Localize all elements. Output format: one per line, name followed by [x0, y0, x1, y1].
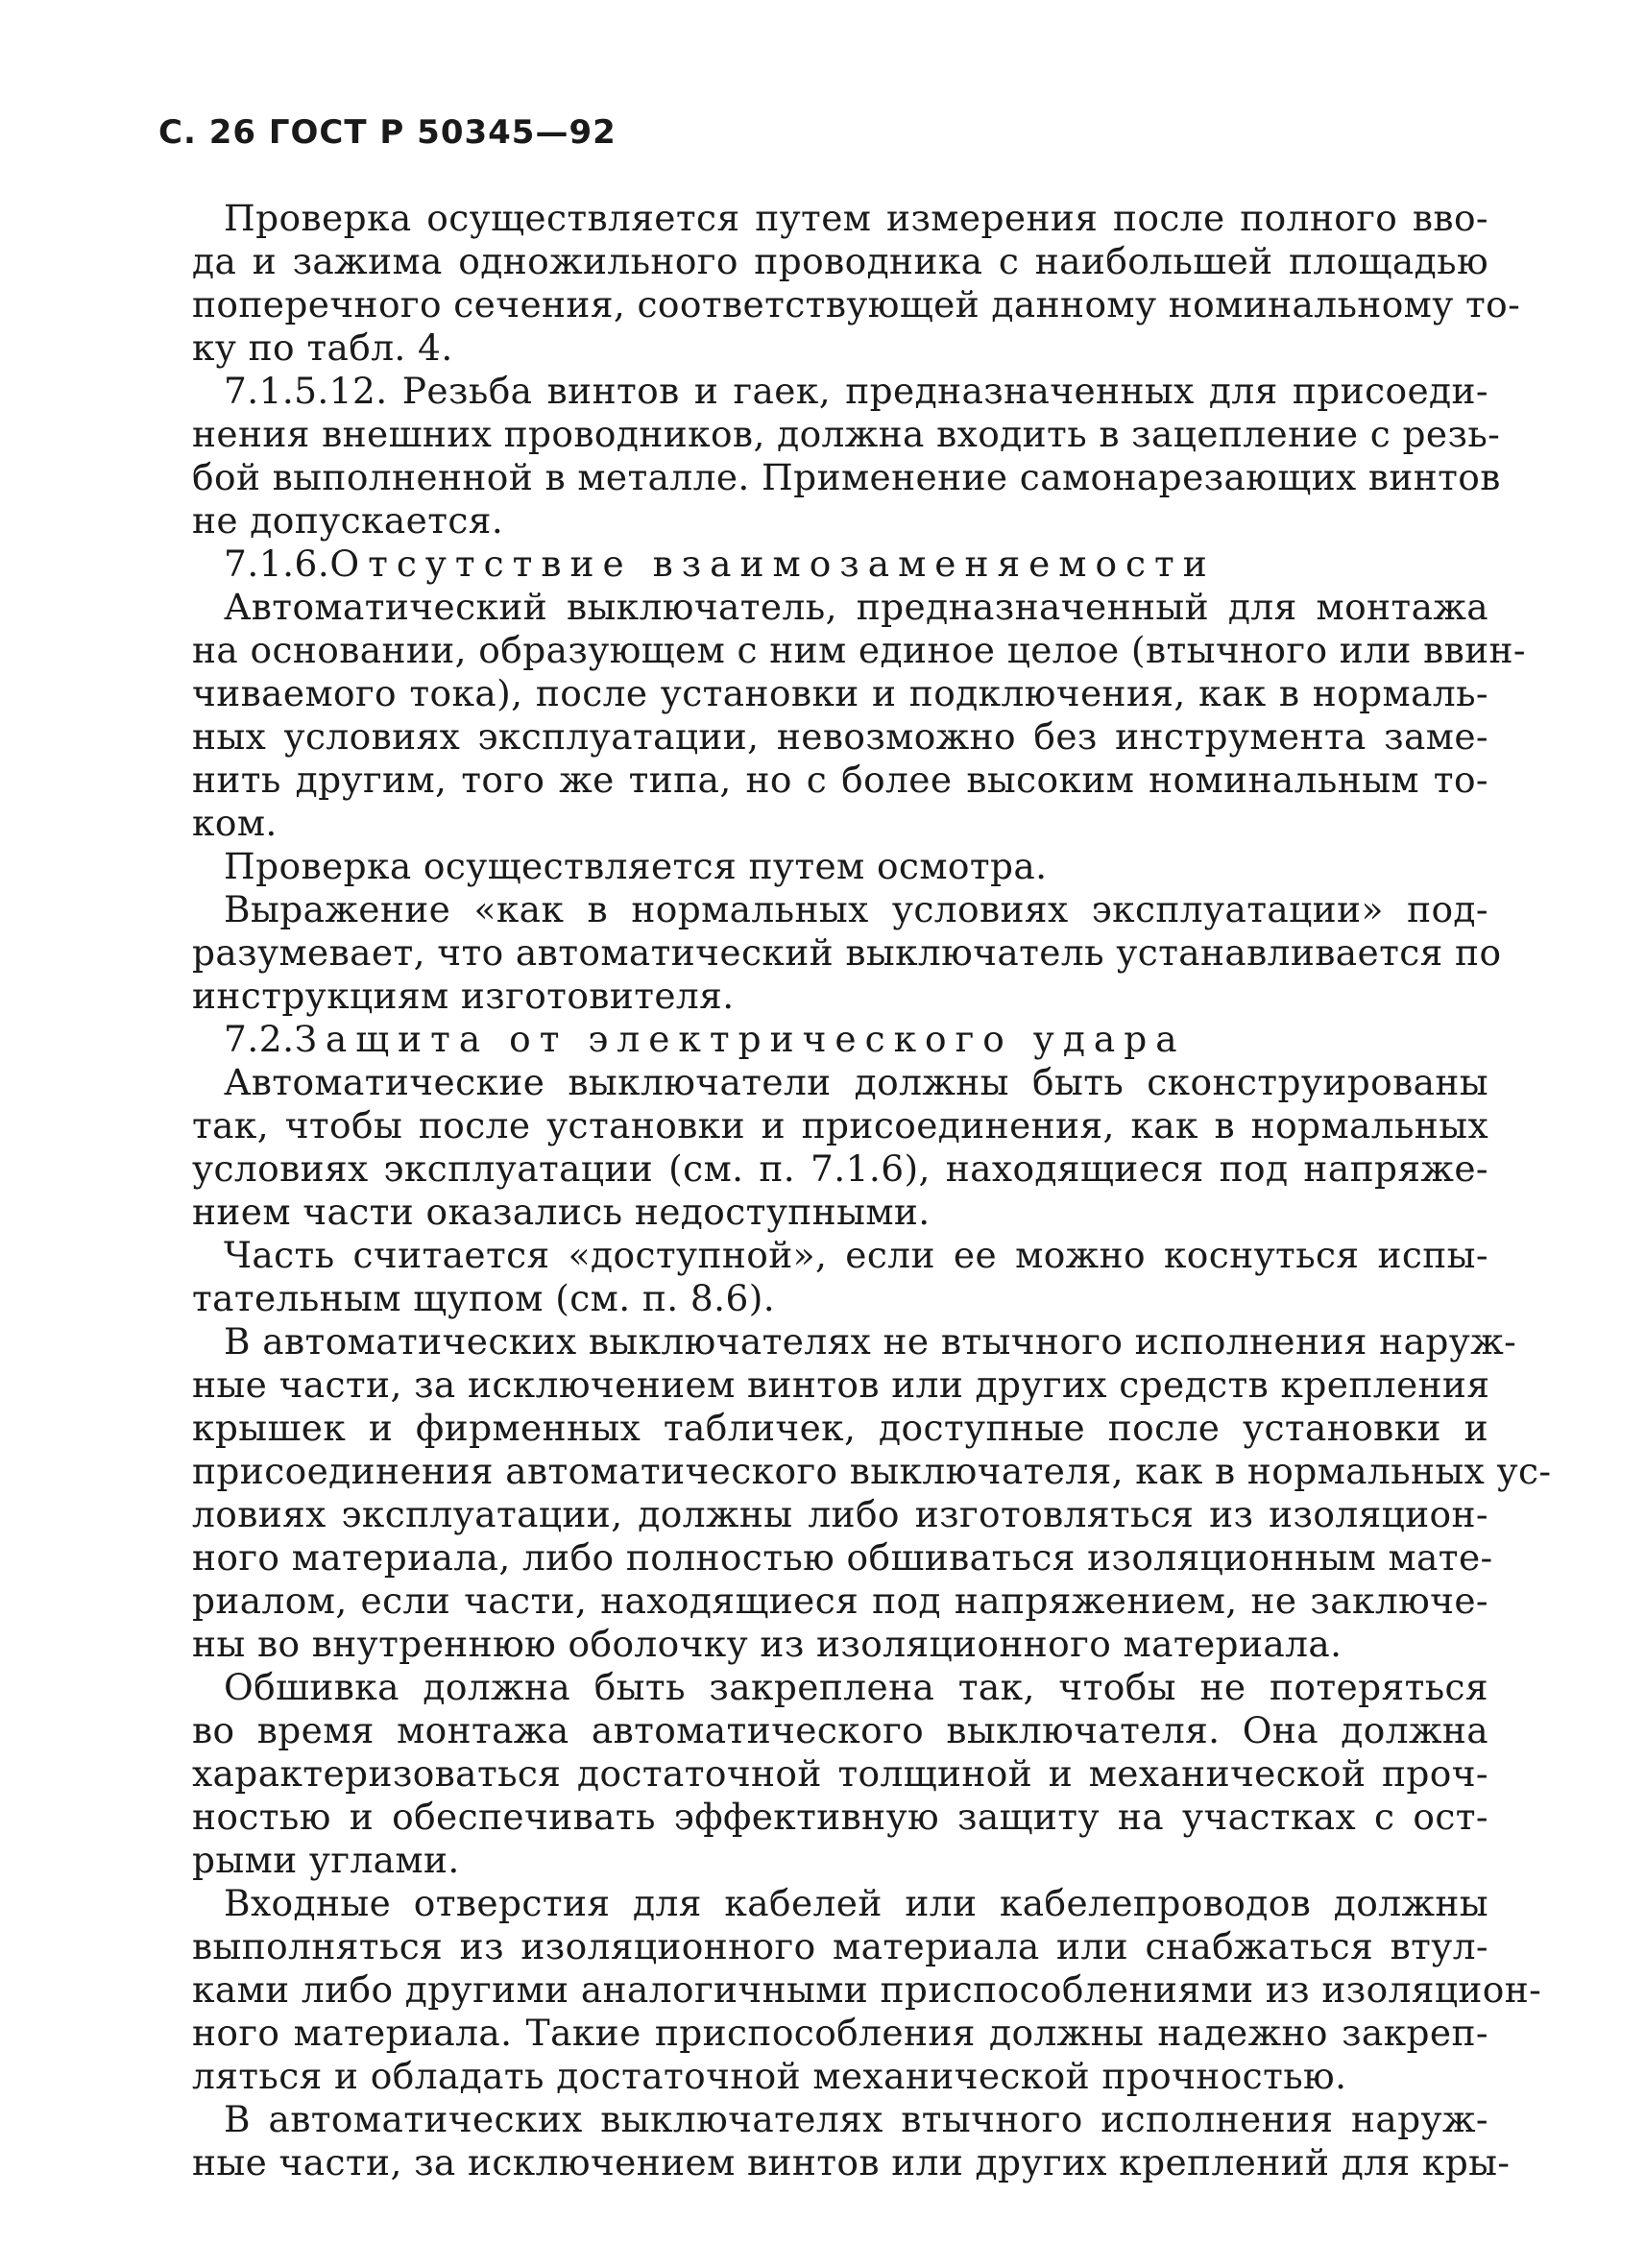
text-line: выполняться из изоляционного материала или снабжаться втул- — [192, 1925, 1488, 1967]
text-line: разумевает, что автоматический выключатель устанавливается по — [192, 931, 1502, 974]
paragraph-non-plug-in — [192, 1320, 1552, 1666]
text-line: ляться и обладать достаточной механической прочностью. — [192, 2055, 1347, 2097]
text-line: так, чтобы после установки и присоединения, как в нормальных — [192, 1104, 1488, 1146]
paragraph-normal-conditions — [192, 888, 1502, 1018]
text-line: ку по табл. 4. — [192, 326, 453, 369]
text-line: Автоматические выключатели должны быть сконструированы — [224, 1061, 1488, 1103]
section-number: 7.2. — [224, 1018, 295, 1060]
section-title: Защита от электрического удара — [294, 1018, 1186, 1060]
text-line: нием части оказались недоступными. — [192, 1191, 931, 1233]
text-line: ные части, за исключением винтов или других средств крепления — [192, 1363, 1490, 1406]
paragraph-inspection — [192, 845, 1488, 888]
text-line: инструкциям изготовителя. — [192, 975, 735, 1017]
section-title: Отсутствие взаимозаменяемости — [329, 543, 1216, 585]
text-line: во время монтажа автоматического выключателя. Она должна — [192, 1709, 1488, 1751]
text-line: ны во внутреннюю оболочку из изоляционного материала. — [192, 1623, 1343, 1665]
page-header: С. 26 ГОСТ Р 50345—92 — [158, 113, 617, 152]
section-number: 7.1.6. — [224, 543, 330, 585]
text-line: ного материала. Такие приспособления должны надежно закреп- — [192, 2012, 1488, 2054]
paragraph-7-1-5-12 — [192, 370, 1501, 543]
text-line: да и зажима одножильного проводника с наибольшей площадью — [192, 240, 1488, 282]
paragraph-verification-method — [192, 197, 1521, 370]
text-line: тательным щупом (см. п. 8.6). — [192, 1277, 776, 1319]
text-line: ных условиях эксплуатации, невозможно без инструмента заме- — [192, 715, 1488, 758]
text-line: Выражение «как в нормальных условиях эксплуатации» под- — [224, 888, 1488, 930]
paragraph-cable-entries — [192, 1882, 1542, 2098]
text-line: на основании, образующем с ним единое целое (втычного или ввин- — [192, 629, 1526, 671]
text-line: ловиях эксплуатации, должны либо изготовляться из изоляцион- — [192, 1493, 1488, 1535]
text-line: ностью и обеспечивать эффективную защиту на участках с ост- — [192, 1796, 1488, 1838]
text-line: Проверка осуществляется путем измерения после полного вво- — [224, 197, 1488, 239]
text-line: поперечного сечения, соответствующей данному номинальному то- — [192, 283, 1521, 326]
text-line: характеризоваться достаточной толщиной и механической проч- — [192, 1752, 1488, 1795]
section-heading-7-2 — [192, 1018, 1488, 1061]
text-line: крышек и фирменных табличек, доступные после установки и — [192, 1407, 1488, 1449]
text-line: В автоматических выключателях не втычного исполнения наруж- — [224, 1320, 1517, 1363]
text-line: Автоматический выключатель, предназначенный для монтажа — [224, 586, 1488, 628]
text-line: ные части, за исключением винтов или других креплений для кры- — [192, 2141, 1511, 2184]
text-line: 7.1.5.12. Резьба винтов и гаек, предназначенных для присоеди- — [224, 370, 1488, 412]
text-line: чиваемого тока), после установки и подключения, как в нормаль- — [192, 672, 1488, 714]
text-line: Входные отверстия для кабелей или кабелепроводов должны — [224, 1882, 1488, 1924]
text-line: не допускается. — [192, 499, 504, 542]
paragraph-design-requirement — [192, 1061, 1488, 1234]
text-line: присоединения автоматического выключателя, как в нормальных ус- — [192, 1450, 1552, 1492]
text-line: В автоматических выключателях втычного исполнения наруж- — [224, 2098, 1488, 2140]
text-line: бой выполненной в металле. Применение самонарезающих винтов — [192, 456, 1501, 498]
text-line: рыми углами. — [192, 1839, 460, 1881]
paragraph-accessible-part — [192, 1234, 1488, 1320]
text-line: нения внешних проводников, должна входить в зацепление с резь- — [192, 413, 1501, 455]
text-line: ного материала, либо полностью обшиваться изоляционным мате- — [192, 1536, 1493, 1579]
text-line: риалом, если части, находящиеся под напряжением, не заключе- — [192, 1580, 1488, 1622]
section-heading-7-1-6 — [192, 543, 1488, 586]
paragraph-interchangeability — [192, 586, 1526, 845]
text-line: нить другим, того же типа, но с более высоким номинальным то- — [192, 759, 1488, 801]
text-line: условиях эксплуатации (см. п. 7.1.6), находящиеся под напряже- — [192, 1147, 1488, 1190]
text-line: Часть считается «доступной», если ее можно коснуться испы- — [224, 1234, 1488, 1276]
paragraph-plug-in — [192, 2098, 1511, 2184]
text-line: Проверка осуществляется путем осмотра. — [224, 845, 1048, 887]
text-line: ками либо другими аналогичными приспособлениями из изоляцион- — [192, 1968, 1542, 2011]
text-line: Обшивка должна быть закреплена так, чтобы не потеряться — [224, 1666, 1488, 1708]
text-line: ком. — [192, 802, 278, 844]
paragraph-lining — [192, 1666, 1488, 1882]
document-body — [192, 197, 1552, 2184]
